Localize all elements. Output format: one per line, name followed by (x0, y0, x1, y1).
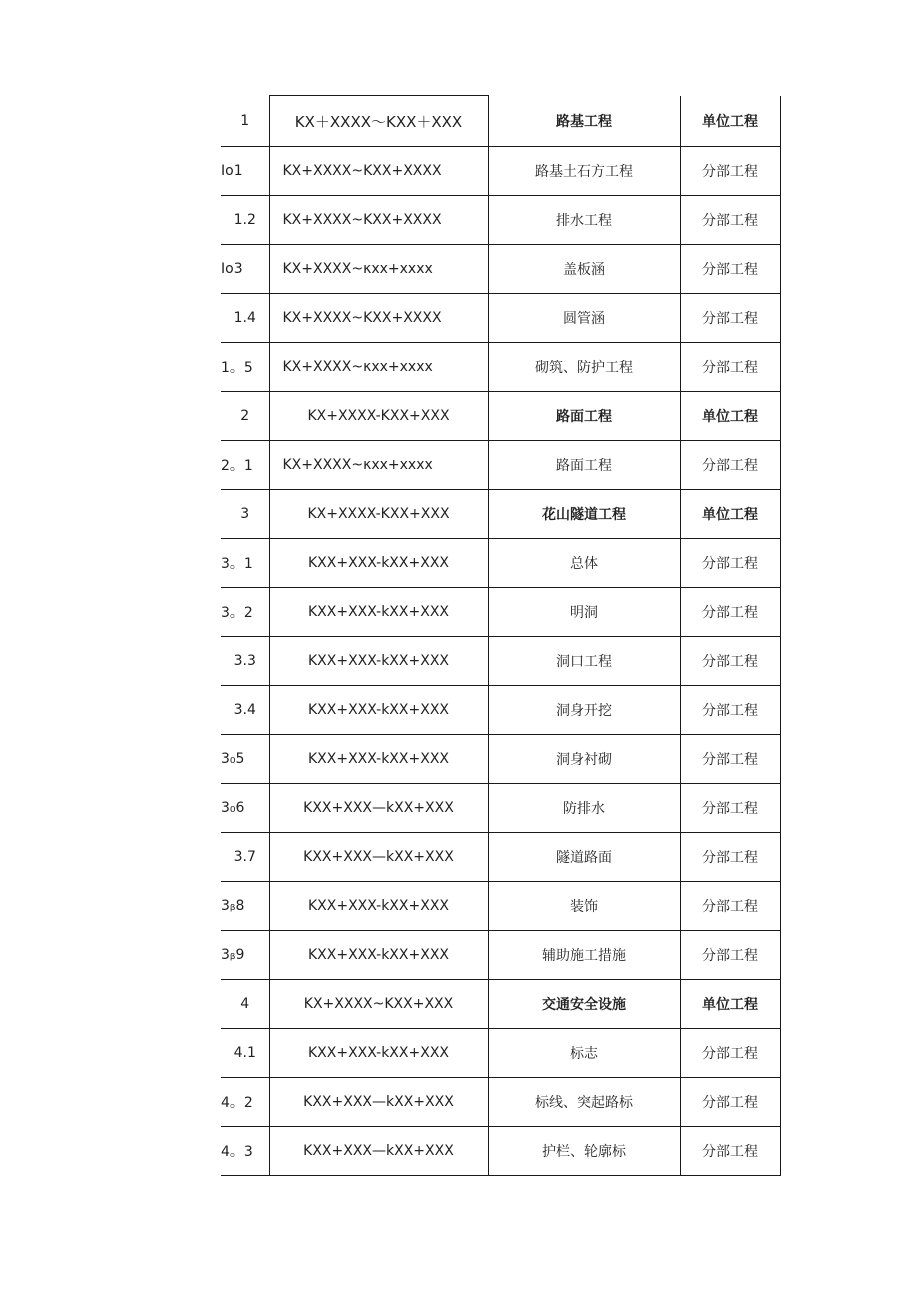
work-name: 路面工程 (488, 441, 680, 490)
row-number: 4 (221, 980, 269, 1029)
table-row (221, 931, 780, 980)
table-row-unit (221, 392, 780, 441)
row-number: 1.2 (221, 196, 269, 245)
work-type: 分部工程 (680, 196, 780, 245)
station-range: KXX+XXX-kXX+XXX (269, 686, 488, 735)
table-row (221, 441, 780, 490)
station-range: KXX+XXX-kXX+XXX (269, 588, 488, 637)
work-name: 辅助施工措施 (488, 931, 680, 980)
station-range: KX+XXXX~κxx+xxxx (269, 441, 488, 490)
table-row (221, 686, 780, 735)
work-name: 花山隧道工程 (488, 490, 680, 539)
row-number: 4.1 (221, 1029, 269, 1078)
work-type: 分部工程 (680, 735, 780, 784)
station-range: KX+XXXX~KXX+XXXX (269, 294, 488, 343)
station-range: KXX+XXX—kXX+XXX (269, 833, 488, 882)
work-type: 单位工程 (680, 490, 780, 539)
project-division-table-container (221, 95, 780, 1176)
work-name: 路基土石方工程 (488, 147, 680, 196)
work-type: 分部工程 (680, 1029, 780, 1078)
work-name: 标线、突起路标 (488, 1078, 680, 1127)
station-range: KX＋XXXX～KXX＋XXX (269, 96, 488, 147)
table-row (221, 833, 780, 882)
station-range: KXX+XXX-kXX+XXX (269, 882, 488, 931)
station-range: KX+XXXX-KXX+XXX (269, 392, 488, 441)
work-name: 交通安全设施 (488, 980, 680, 1029)
station-range: KXX+XXX-kXX+XXX (269, 735, 488, 784)
row-number: 1 (221, 96, 269, 147)
row-number: 3ᵦ8 (221, 882, 269, 931)
row-number: Io1 (221, 147, 269, 196)
row-number: 3₀6 (221, 784, 269, 833)
work-name: 砌筑、防护工程 (488, 343, 680, 392)
station-range: KX+XXXX~KXX+XXXX (269, 196, 488, 245)
station-range: KXX+XXX—kXX+XXX (269, 1127, 488, 1176)
station-range: KXX+XXX-kXX+XXX (269, 637, 488, 686)
work-name: 洞身开挖 (488, 686, 680, 735)
table-row (221, 147, 780, 196)
work-type: 单位工程 (680, 96, 780, 147)
table-row-unit (221, 490, 780, 539)
work-type: 单位工程 (680, 980, 780, 1029)
row-number: 3.4 (221, 686, 269, 735)
table-row (221, 588, 780, 637)
row-number: 3.7 (221, 833, 269, 882)
table-row (221, 343, 780, 392)
row-number: 4。3 (221, 1127, 269, 1176)
work-name: 盖板涵 (488, 245, 680, 294)
work-name: 路基工程 (488, 96, 680, 147)
work-name: 洞身衬砌 (488, 735, 680, 784)
station-range: KXX+XXX-kXX+XXX (269, 1029, 488, 1078)
work-name: 护栏、轮廓标 (488, 1127, 680, 1176)
work-name: 总体 (488, 539, 680, 588)
station-range: KX+XXXX~KXX+XXXX (269, 147, 488, 196)
work-type: 分部工程 (680, 1078, 780, 1127)
work-type: 分部工程 (680, 441, 780, 490)
work-type: 单位工程 (680, 392, 780, 441)
work-type: 分部工程 (680, 294, 780, 343)
row-number: 3。1 (221, 539, 269, 588)
table-row (221, 1127, 780, 1176)
row-number: 3 (221, 490, 269, 539)
table-row (221, 882, 780, 931)
project-division-table (221, 95, 781, 1176)
row-number: Io3 (221, 245, 269, 294)
work-type: 分部工程 (680, 637, 780, 686)
work-type: 分部工程 (680, 882, 780, 931)
station-range: KX+XXXX~κxx+xxxx (269, 343, 488, 392)
work-type: 分部工程 (680, 539, 780, 588)
work-name: 圆管涵 (488, 294, 680, 343)
work-name: 明洞 (488, 588, 680, 637)
row-number: 2。1 (221, 441, 269, 490)
work-type: 分部工程 (680, 686, 780, 735)
station-range: KX+XXXX~KXX+XXX (269, 980, 488, 1029)
station-range: KX+XXXX~κxx+xxxx (269, 245, 488, 294)
station-range: KXX+XXX-kXX+XXX (269, 931, 488, 980)
work-type: 分部工程 (680, 588, 780, 637)
work-name: 隧道路面 (488, 833, 680, 882)
work-name: 标志 (488, 1029, 680, 1078)
work-type: 分部工程 (680, 833, 780, 882)
table-row-unit (221, 980, 780, 1029)
work-type: 分部工程 (680, 931, 780, 980)
station-range: KX+XXXX-KXX+XXX (269, 490, 488, 539)
table-row (221, 196, 780, 245)
table-row (221, 245, 780, 294)
work-type: 分部工程 (680, 147, 780, 196)
table-row (221, 784, 780, 833)
table-row (221, 735, 780, 784)
work-type: 分部工程 (680, 784, 780, 833)
row-number: 1。5 (221, 343, 269, 392)
table-row (221, 539, 780, 588)
work-type: 分部工程 (680, 1127, 780, 1176)
row-number: 3ᵦ9 (221, 931, 269, 980)
work-name: 排水工程 (488, 196, 680, 245)
work-name: 路面工程 (488, 392, 680, 441)
table-row (221, 1078, 780, 1127)
station-range: KXX+XXX-kXX+XXX (269, 539, 488, 588)
work-name: 洞口工程 (488, 637, 680, 686)
row-number: 2 (221, 392, 269, 441)
row-number: 3.3 (221, 637, 269, 686)
station-range: KXX+XXX—kXX+XXX (269, 784, 488, 833)
row-number: 4。2 (221, 1078, 269, 1127)
work-name: 装饰 (488, 882, 680, 931)
station-range: KXX+XXX—kXX+XXX (269, 1078, 488, 1127)
row-number: 1.4 (221, 294, 269, 343)
row-number: 3₀5 (221, 735, 269, 784)
table-row (221, 1029, 780, 1078)
work-type: 分部工程 (680, 245, 780, 294)
table-row (221, 294, 780, 343)
row-number: 3。2 (221, 588, 269, 637)
table-row (221, 637, 780, 686)
work-name: 防排水 (488, 784, 680, 833)
table-row-unit (221, 96, 780, 147)
work-type: 分部工程 (680, 343, 780, 392)
